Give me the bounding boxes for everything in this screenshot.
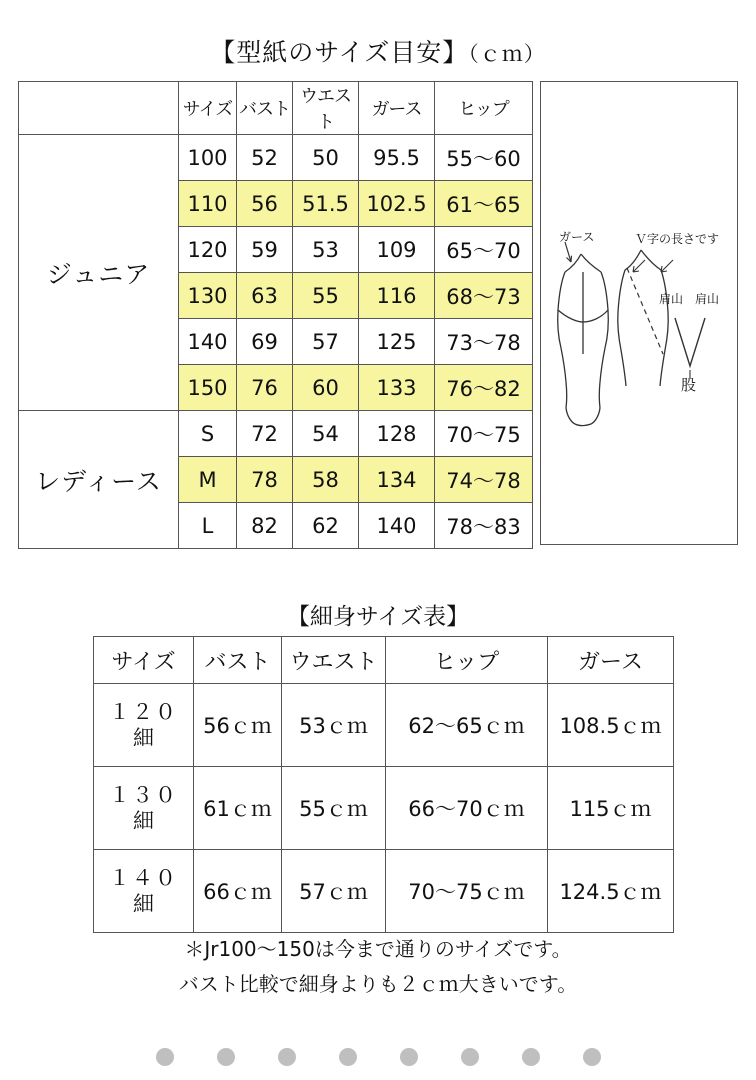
table-row [94, 684, 674, 767]
slim-cell-bust: 61ｃｍ [194, 767, 282, 850]
cell-size: 130 [179, 273, 237, 319]
slim-header-hip: ヒップ [386, 637, 548, 684]
cell-waist: 57 [293, 319, 359, 365]
carousel-dot[interactable] [522, 1048, 540, 1066]
cell-hip: 65〜70 [435, 227, 533, 273]
table-row [94, 767, 674, 850]
cell-size: 150 [179, 365, 237, 411]
cell-hip: 74〜78 [435, 457, 533, 503]
slim-size-line1: １３０ [109, 782, 178, 807]
cell-bust: 52 [237, 135, 293, 181]
cell-size: 100 [179, 135, 237, 181]
slim-header-bust: バスト [194, 637, 282, 684]
header-cell-empty [19, 82, 179, 135]
carousel-dot[interactable] [339, 1048, 357, 1066]
cell-size: S [179, 411, 237, 457]
slim-cell-gurth: 124.5ｃｍ [548, 850, 674, 933]
cell-waist: 53 [293, 227, 359, 273]
cell-bust: 63 [237, 273, 293, 319]
slim-size-line1: １４０ [109, 865, 178, 890]
slim-size-table [93, 636, 674, 933]
header-cell-waist: ウエスト [293, 82, 359, 135]
cell-size: 120 [179, 227, 237, 273]
cell-gurth: 125 [359, 319, 435, 365]
header-cell-bust: バスト [237, 82, 293, 135]
slim-cell-hip: 66〜70ｃｍ [386, 767, 548, 850]
slim-cell-waist: 53ｃｍ [282, 684, 386, 767]
cell-waist: 54 [293, 411, 359, 457]
cell-waist: 60 [293, 365, 359, 411]
label-shoulder-right: 肩山 [695, 292, 720, 306]
label-crotch: 股 [681, 376, 697, 394]
slim-cell-hip: 70〜75ｃｍ [386, 850, 548, 933]
label-v-note: Ｖ字の長さです [635, 232, 720, 246]
cell-hip: 61〜65 [435, 181, 533, 227]
header-cell-hip: ヒップ [435, 82, 533, 135]
slim-cell-size [94, 684, 194, 767]
cell-size: 110 [179, 181, 237, 227]
cell-hip: 70〜75 [435, 411, 533, 457]
cell-hip: 73〜78 [435, 319, 533, 365]
cell-bust: 82 [237, 503, 293, 549]
cell-hip: 76〜82 [435, 365, 533, 411]
slim-cell-hip: 62〜65ｃｍ [386, 684, 548, 767]
cell-waist: 55 [293, 273, 359, 319]
cell-size: M [179, 457, 237, 503]
note-line-1: ＊Jr100〜150は今まで通りのサイズです。 [184, 937, 572, 961]
carousel-dot[interactable] [461, 1048, 479, 1066]
table-row [94, 850, 674, 933]
slim-table-title: 【細身サイズ表】 [286, 604, 470, 630]
carousel-dot[interactable] [217, 1048, 235, 1066]
group-label-junior: ジュニア [19, 135, 179, 411]
cell-waist: 50 [293, 135, 359, 181]
note-line-2: バスト比較で細身よりも２ｃｍ大きいです。 [178, 972, 578, 996]
slim-size-line2: 細 [133, 892, 154, 916]
carousel-dot[interactable] [156, 1048, 174, 1066]
cell-gurth: 128 [359, 411, 435, 457]
cell-gurth: 134 [359, 457, 435, 503]
slim-cell-bust: 66ｃｍ [194, 850, 282, 933]
label-gurth: ガース [559, 230, 595, 244]
slim-header-gurth: ガース [548, 637, 674, 684]
cell-hip: 68〜73 [435, 273, 533, 319]
carousel-dot[interactable] [583, 1048, 601, 1066]
slim-cell-waist: 55ｃｍ [282, 767, 386, 850]
cell-waist: 62 [293, 503, 359, 549]
pattern-size-table [18, 81, 533, 549]
slim-size-line2: 細 [133, 809, 154, 833]
carousel-dot[interactable] [400, 1048, 418, 1066]
label-shoulder-left: 肩山 [659, 292, 684, 306]
table-header-row [19, 82, 533, 135]
slim-cell-bust: 56ｃｍ [194, 684, 282, 767]
cell-gurth: 95.5 [359, 135, 435, 181]
slim-header-row [94, 637, 674, 684]
cell-hip: 78〜83 [435, 503, 533, 549]
slim-size-line2: 細 [133, 726, 154, 750]
cell-gurth: 102.5 [359, 181, 435, 227]
page-title-unit: （ｃｍ） [468, 42, 546, 66]
table-row [19, 135, 533, 181]
carousel-dot[interactable] [278, 1048, 296, 1066]
page-title-text: 【型紙のサイズ目安】 [210, 38, 469, 67]
cell-gurth: 109 [359, 227, 435, 273]
cell-bust: 78 [237, 457, 293, 503]
measurement-illustration-panel [540, 81, 738, 545]
carousel-dots[interactable] [0, 1048, 756, 1066]
table-row [19, 411, 533, 457]
cell-bust: 69 [237, 319, 293, 365]
page-title [0, 33, 756, 69]
slim-cell-waist: 57ｃｍ [282, 850, 386, 933]
cell-gurth: 140 [359, 503, 435, 549]
cell-waist: 51.5 [293, 181, 359, 227]
slim-cell-gurth: 108.5ｃｍ [548, 684, 674, 767]
group-label-ladies: レディース [19, 411, 179, 549]
cell-waist: 58 [293, 457, 359, 503]
cell-gurth: 133 [359, 365, 435, 411]
slim-cell-size [94, 850, 194, 933]
header-cell-size: サイズ [179, 82, 237, 135]
cell-bust: 72 [237, 411, 293, 457]
cell-bust: 56 [237, 181, 293, 227]
slim-header-size: サイズ [94, 637, 194, 684]
header-cell-gurth: ガース [359, 82, 435, 135]
slim-cell-gurth: 115ｃｍ [548, 767, 674, 850]
cell-hip: 55〜60 [435, 135, 533, 181]
cell-bust: 76 [237, 365, 293, 411]
slim-cell-size [94, 767, 194, 850]
cell-size: L [179, 503, 237, 549]
body-measurement-diagram-icon [541, 82, 737, 544]
cell-gurth: 116 [359, 273, 435, 319]
slim-size-line1: １２０ [109, 699, 178, 724]
slim-header-waist: ウエスト [282, 637, 386, 684]
cell-bust: 59 [237, 227, 293, 273]
cell-size: 140 [179, 319, 237, 365]
